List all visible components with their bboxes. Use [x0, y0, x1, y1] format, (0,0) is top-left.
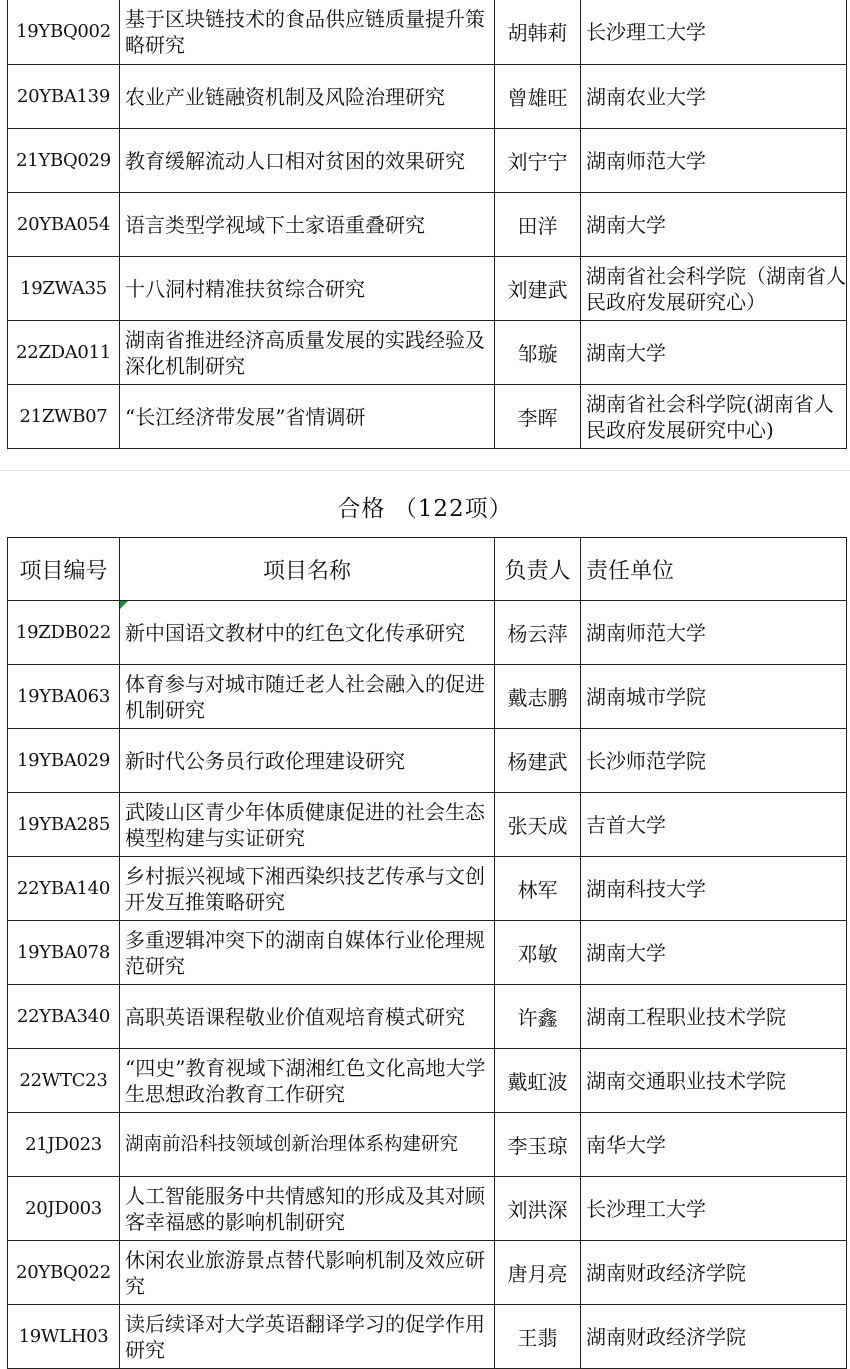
project-leader: 杨建武 — [495, 729, 581, 793]
responsible-unit: 湖南工程职业技术学院 — [581, 985, 847, 1049]
project-leader: 胡韩莉 — [495, 0, 581, 65]
project-name: 乡村振兴视域下湘西染织技艺传承与文创开发互推策略研究 — [120, 857, 495, 921]
responsible-unit: 湖南城市学院 — [581, 665, 847, 729]
table-row[interactable] — [8, 1177, 847, 1241]
project-name: 武陵山区青少年体质健康促进的社会生态模型构建与实证研究 — [120, 793, 495, 857]
project-leader: 戴志鹏 — [495, 665, 581, 729]
project-name: 基于区块链技术的食品供应链质量提升策略研究 — [120, 0, 495, 65]
project-name: “长江经济带发展”省情调研 — [120, 385, 495, 449]
project-leader: 田洋 — [495, 193, 581, 257]
project-code: 19WLH03 — [8, 1305, 120, 1369]
table-row[interactable] — [8, 857, 847, 921]
responsible-unit: 湖南科技大学 — [581, 857, 847, 921]
responsible-unit: 长沙理工大学 — [581, 0, 847, 65]
table-row[interactable] — [8, 1113, 847, 1177]
column-header-name: 项目名称 — [120, 538, 495, 601]
top-project-table — [7, 0, 847, 449]
project-name: 高职英语课程敬业价值观培育模式研究 — [120, 985, 495, 1049]
project-leader: 刘宁宁 — [495, 129, 581, 193]
project-leader: 刘洪深 — [495, 1177, 581, 1241]
responsible-unit: 长沙理工大学 — [581, 1177, 847, 1241]
project-code: 20YBQ022 — [8, 1241, 120, 1305]
project-name: 农业产业链融资机制及风险治理研究 — [120, 65, 495, 129]
qualified-project-table — [7, 537, 847, 1369]
project-leader: 邓敏 — [495, 921, 581, 985]
project-code: 19YBA063 — [8, 665, 120, 729]
project-name: 湖南省推进经济高质量发展的实践经验及深化机制研究 — [120, 321, 495, 385]
project-leader: 曾雄旺 — [495, 65, 581, 129]
project-code: 19YBA285 — [8, 793, 120, 857]
responsible-unit: 湖南农业大学 — [581, 65, 847, 129]
responsible-unit: 湖南省社会科学院（湖南省人民政府发展研究心） — [581, 257, 847, 321]
project-name: 多重逻辑冲突下的湖南自媒体行业伦理规范研究 — [120, 921, 495, 985]
project-leader: 张天成 — [495, 793, 581, 857]
responsible-unit: 湖南财政经济学院 — [581, 1305, 847, 1369]
project-code: 22ZDA011 — [8, 321, 120, 385]
responsible-unit: 湖南大学 — [581, 921, 847, 985]
project-name: 人工智能服务中共情感知的形成及其对顾客幸福感的影响机制研究 — [120, 1177, 495, 1241]
project-code: 19YBQ002 — [8, 0, 120, 65]
project-code: 20YBA139 — [8, 65, 120, 129]
project-name: 语言类型学视域下土家语重叠研究 — [120, 193, 495, 257]
table-row[interactable] — [8, 385, 847, 449]
project-code: 22WTC23 — [8, 1049, 120, 1113]
section-title: 合格 （122项） — [337, 496, 513, 522]
project-code: 19YBA078 — [8, 921, 120, 985]
table-row[interactable] — [8, 129, 847, 193]
table-row[interactable] — [8, 1049, 847, 1113]
cell-comment-marker — [120, 601, 128, 609]
project-code: 22YBA340 — [8, 985, 120, 1049]
project-code: 21JD023 — [8, 1113, 120, 1177]
project-leader: 林军 — [495, 857, 581, 921]
table-row[interactable] — [8, 321, 847, 385]
table-row[interactable] — [8, 665, 847, 729]
table-row[interactable] — [8, 193, 847, 257]
table-row[interactable] — [8, 985, 847, 1049]
table-row[interactable] — [8, 257, 847, 321]
responsible-unit: 湖南师范大学 — [581, 129, 847, 193]
project-name: 读后续译对大学英语翻译学习的促学作用研究 — [120, 1305, 495, 1369]
project-code: 19YBA029 — [8, 729, 120, 793]
table-header-row — [8, 538, 847, 601]
project-leader: 刘建武 — [495, 257, 581, 321]
responsible-unit: 湖南大学 — [581, 321, 847, 385]
project-name: 体育参与对城市随迁老人社会融入的促进机制研究 — [120, 665, 495, 729]
project-leader: 王翡 — [495, 1305, 581, 1369]
table-row[interactable] — [8, 1241, 847, 1305]
project-leader: 李玉琼 — [495, 1113, 581, 1177]
column-header-unit: 责任单位 — [581, 538, 847, 601]
responsible-unit: 南华大学 — [581, 1113, 847, 1177]
project-code: 21YBQ029 — [8, 129, 120, 193]
table-row[interactable] — [8, 601, 847, 665]
responsible-unit: 湖南大学 — [581, 193, 847, 257]
project-code: 21ZWB07 — [8, 385, 120, 449]
project-leader: 邹璇 — [495, 321, 581, 385]
project-leader: 李晖 — [495, 385, 581, 449]
responsible-unit: 吉首大学 — [581, 793, 847, 857]
project-leader: 唐月亮 — [495, 1241, 581, 1305]
project-leader: 许鑫 — [495, 985, 581, 1049]
table-row[interactable] — [8, 1305, 847, 1369]
project-name: “四史”教育视域下湖湘红色文化高地大学生思想政治教育工作研究 — [120, 1049, 495, 1113]
table-row[interactable] — [8, 65, 847, 129]
project-code: 20JD003 — [8, 1177, 120, 1241]
project-leader: 戴虹波 — [495, 1049, 581, 1113]
project-code: 19ZDB022 — [8, 601, 120, 665]
table-row[interactable] — [8, 793, 847, 857]
project-name-text: 新中国语文教材中的红色文化传承研究 — [125, 620, 465, 645]
project-name: 休闲农业旅游景点替代影响机制及效应研究 — [120, 1241, 495, 1305]
project-name — [120, 601, 495, 665]
table-row[interactable] — [8, 729, 847, 793]
responsible-unit: 湖南交通职业技术学院 — [581, 1049, 847, 1113]
responsible-unit: 长沙师范学院 — [581, 729, 847, 793]
project-code: 22YBA140 — [8, 857, 120, 921]
project-code: 19ZWA35 — [8, 257, 120, 321]
project-name: 新时代公务员行政伦理建设研究 — [120, 729, 495, 793]
column-header-person: 负责人 — [495, 538, 581, 601]
project-code: 20YBA054 — [8, 193, 120, 257]
project-name: 教育缓解流动人口相对贫困的效果研究 — [120, 129, 495, 193]
project-leader: 杨云萍 — [495, 601, 581, 665]
table-row[interactable] — [8, 921, 847, 985]
project-name: 十八洞村精准扶贫综合研究 — [120, 257, 495, 321]
responsible-unit: 湖南师范大学 — [581, 601, 847, 665]
project-name: 湖南前沿科技领域创新治理体系构建研究 — [120, 1113, 495, 1177]
responsible-unit: 湖南财政经济学院 — [581, 1241, 847, 1305]
responsible-unit: 湖南省社会科学院(湖南省人民政府发展研究中心) — [581, 385, 847, 449]
gridline — [0, 470, 850, 471]
table-row[interactable] — [8, 0, 847, 65]
column-header-code: 项目编号 — [8, 538, 120, 601]
